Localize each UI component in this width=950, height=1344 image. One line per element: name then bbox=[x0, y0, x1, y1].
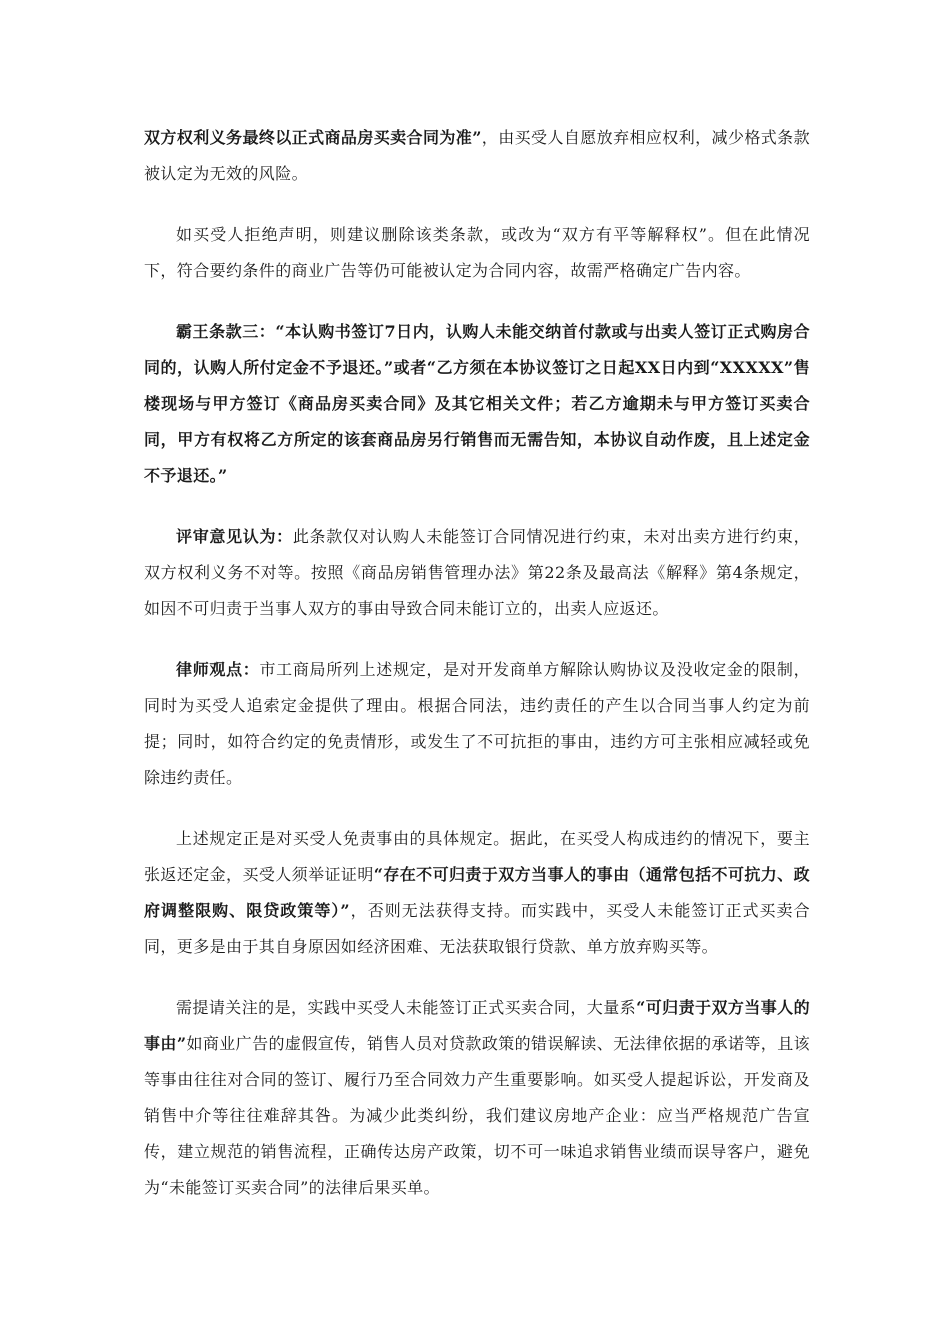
document-page bbox=[144, 120, 810, 1231]
bold-lead: 评审意见认为： bbox=[176, 527, 293, 546]
clause-text: 霸王条款三：“本认购书签订7日内，认购人未能交纳首付款或与出卖人签订正式购房合同的，认购人所付定金不予退还。”或者“乙方须在本协议签订之日起XX日内到“XXXXX”售楼现场与甲方签订《商品房买卖合同》及其它相关文件；若乙方逾期未与甲方签订买卖合同，甲方有权将乙方所定的该套商品房另行销售而无需告知，本协议自动作废，且上述定金不予退还。” bbox=[144, 322, 810, 485]
bold-lead: 双方权利义务最终以正式商品房买卖合同为准” bbox=[144, 128, 482, 147]
paragraph-text: ，否则无法获得支持。而实践中，买受人未能签订正式买卖合同，更多是由于其自身原因如经济困难、无法获取银行贷款、单方放弃购买等。 bbox=[144, 901, 810, 956]
paragraph-6 bbox=[144, 821, 810, 965]
bold-phrase: “存在不可归责于双方当事人的事由（通常包括不可抗力、政府调整限购、限贷政策等）” bbox=[144, 865, 810, 920]
paragraph-text: 上述规定正是对买受人免责事由的具体规定。据此，在买受人构成违约的情况下，要主张返还定金，买受人须举证证明 bbox=[144, 829, 810, 884]
paragraph-5-lawyer-view bbox=[144, 652, 810, 796]
paragraph-7 bbox=[144, 990, 810, 1206]
bold-lead: 律师观点： bbox=[176, 660, 260, 679]
paragraph-4-review-opinion bbox=[144, 519, 810, 627]
paragraph-text: ，由买受人自愿放弃相应权利，减少格式条款被认定为无效的风险。 bbox=[144, 128, 810, 183]
paragraph-text: 如买受人拒绝声明，则建议删除该类条款，或改为“双方有平等解释权”。但在此情况下，符合要约条件的商业广告等仍可能被认定为合同内容，故需严格确定广告内容。 bbox=[144, 225, 810, 280]
paragraph-text: 需提请关注的是，实践中买受人未能签订正式买卖合同，大量系 bbox=[176, 998, 637, 1017]
paragraph-3-clause bbox=[144, 314, 810, 494]
bold-phrase: “可归责于双方当事人的事由” bbox=[144, 998, 810, 1053]
paragraph-2 bbox=[144, 217, 810, 289]
paragraph-text: 如商业广告的虚假宣传，销售人员对贷款政策的错误解读、无法律依据的承诺等，且该等事由往往对合同的签订、履行乃至合同效力产生重要影响。如买受人提起诉讼，开发商及销售中介等往往难辞其咎。为减少此类纠纷，我们建议房地产企业：应当严格规范广告宣传，建立规范的销售流程，正确传达房产政策，切不可一味追求销售业绩而误导客户，避免为“未能签订买卖合同”的法律后果买单。 bbox=[144, 1034, 811, 1197]
paragraph-text: 市工商局所列上述规定，是对开发商单方解除认购协议及没收定金的限制，同时为买受人追索定金提供了理由。根据合同法，违约责任的产生以合同当事人约定为前提；同时，如符合约定的免责情形，或发生了不可抗拒的事由，违约方可主张相应减轻或免除违约责任。 bbox=[144, 660, 810, 787]
paragraph-text: 此条款仅对认购人未能签订合同情况进行约束，未对出卖方进行约束，双方权利义务不对等。按照《商品房销售管理办法》第22条及最高法《解释》第4条规定，如因不可归责于当事人双方的事由导致合同未能订立的，出卖人应返还。 bbox=[144, 527, 810, 618]
paragraph-1 bbox=[144, 120, 810, 192]
